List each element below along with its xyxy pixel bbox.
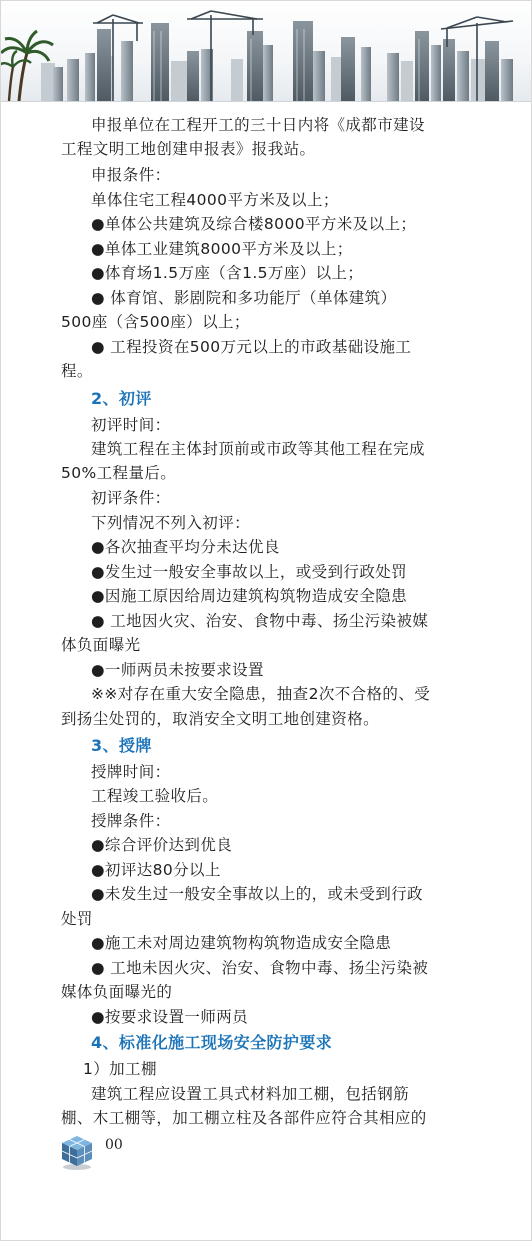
subheading: 初评条件： [91,489,171,507]
list-item: ● 工地因火灾、治安、食物中毒、扬尘污染被媒 [91,612,429,630]
list-item: ●一师两员未按要求设置 [91,661,264,679]
list-item: ● 工程投资在500万元以上的市政基础设施工 [91,338,412,356]
note-line: 到扬尘处罚的，取消安全文明工地创建资格。 [61,710,380,728]
list-item: ●未发生过一般安全事故以上的，或未受到行政 [91,885,423,903]
paragraph-line: 工程文明工地创建申报表》报我站。 [61,140,316,158]
paragraph-line: 棚、木工棚等，加工棚立柱及各部件应符合其相应的 [61,1109,427,1127]
list-item: ● 体育馆、影剧院和多功能厅（单体建筑） [91,289,397,307]
list-item: ●各次抽查平均分未达优良 [91,538,280,556]
list-item: ●单体公共建筑及综合楼8000平方米及以上； [91,215,417,233]
list-item: 程。 [61,362,93,380]
list-item: 单体住宅工程4000平方米及以上； [91,191,339,209]
section-heading: 4、标准化施工现场安全防护要求 [91,1033,333,1052]
paragraph-line: 建筑工程在主体封顶前或市政等其他工程在完成 [91,440,425,458]
list-item: 体负面曝光 [61,636,141,654]
skyline-graphic [1,1,531,101]
list-item: ●按要求设置一师两员 [91,1008,249,1026]
list-item: ●单体工业建筑8000平方米及以上； [91,240,353,258]
subheading: 授牌时间： [91,763,171,781]
list-item: 500座（含500座）以上； [61,313,250,331]
section-heading: 3、授牌 [91,736,152,755]
section-heading: 2、初评 [91,389,152,408]
list-item: 处罚 [61,910,93,928]
list-item: ●体育场1.5万座（含1.5万座）以上； [91,264,364,282]
note-line: ※※对存在重大安全隐患，抽查2次不合格的、受 [91,685,431,703]
list-item: 媒体负面曝光的 [61,983,173,1001]
list-item: ●发生过一般安全事故以上，或受到行政处罚 [91,563,408,581]
subheading: 1）加工棚 [83,1060,157,1078]
paragraph-line: 建筑工程应设置工具式材料加工棚，包括钢筋 [91,1085,410,1103]
page-number: 00 [105,1137,123,1153]
paragraph-line: 50%工程量后。 [61,464,177,482]
subheading: 初评时间： [91,416,171,434]
cube-logo-icon [57,1133,97,1171]
subheading: 申报条件： [91,166,171,184]
paragraph-line: 下列情况不列入初评： [91,514,251,532]
paragraph-line: 申报单位在工程开工的三十日内将《成都市建设 [91,116,425,134]
paragraph-line: 工程竣工验收后。 [91,787,219,805]
list-item: ●因施工原因给周边建筑构筑物造成安全隐患 [91,587,408,605]
list-item: ●施工未对周边建筑物构筑物造成安全隐患 [91,934,392,952]
list-item: ● 工地未因火灾、治安、食物中毒、扬尘污染被 [91,959,429,977]
list-item: ●综合评价达到优良 [91,836,233,854]
subheading: 授牌条件： [91,812,171,830]
city-skyline-banner [1,1,531,102]
list-item: ●初评达80分以上 [91,861,221,879]
